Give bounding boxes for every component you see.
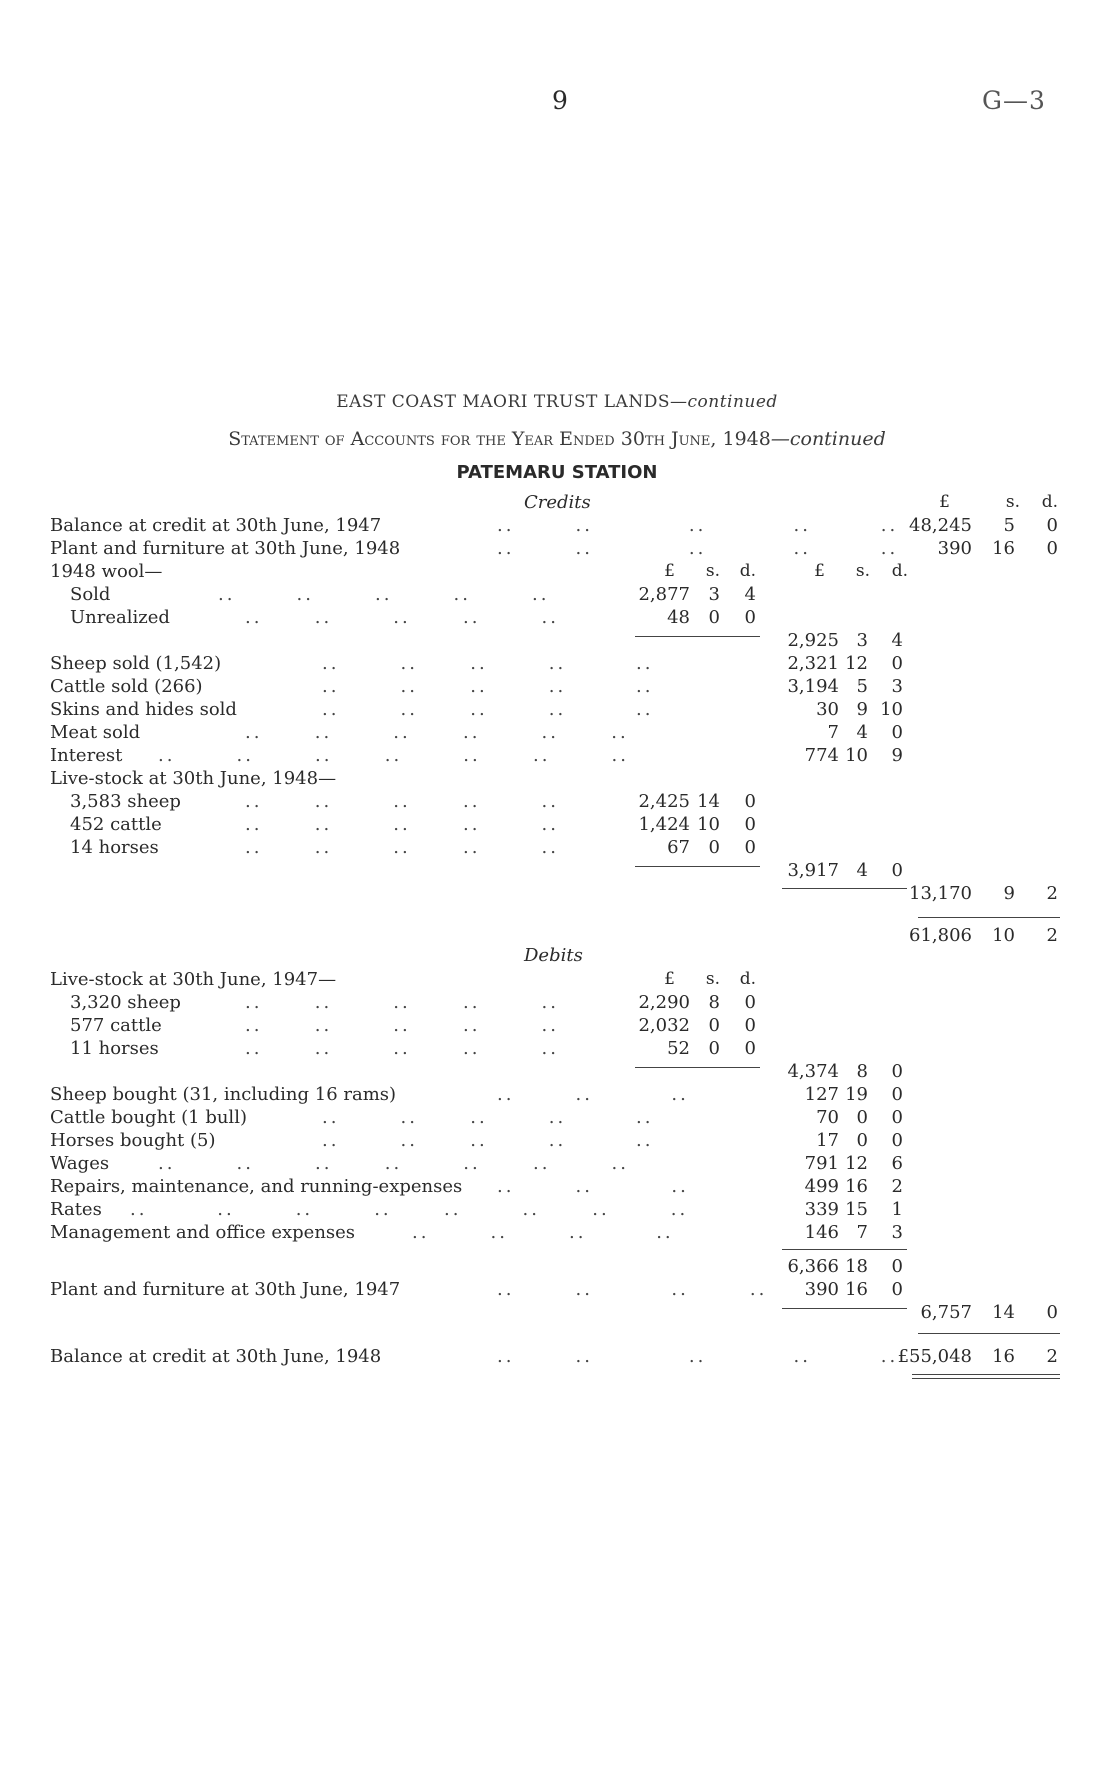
wages-shillings: 12	[845, 1153, 868, 1174]
credits-grand-total-pounds: 61,806	[909, 925, 972, 946]
leader-dots: .. .. .. .. ..	[497, 515, 899, 536]
debit-sheep-pounds: 2,290	[638, 992, 690, 1013]
total-rule	[918, 917, 1060, 918]
col2-d-head: d.	[891, 561, 908, 581]
leader-dots: .. .. .. .. ..	[322, 1130, 654, 1151]
livestock-1948-label: Live-stock at 30th June, 1948—	[50, 768, 337, 789]
livestock-sheep-pounds: 2,425	[638, 791, 690, 812]
wages-pounds: 791	[804, 1153, 839, 1174]
document-title	[0, 392, 1114, 412]
leader-dots: .. .. .. .. .. .. ..	[158, 745, 629, 766]
leader-dots: .. .. .. .. ..	[218, 584, 550, 605]
horses-bought-label: Horses bought (5)	[50, 1130, 216, 1151]
debit-sheep-label: 3,320 sheep	[70, 992, 181, 1013]
col1-s-head: s.	[705, 561, 720, 581]
wool-sold-pounds: 2,877	[638, 584, 690, 605]
management-label: Management and office expenses	[50, 1222, 356, 1243]
debit-cattle-pounds: 2,032	[638, 1015, 690, 1036]
leader-dots: .. .. .. .. ..	[322, 699, 654, 720]
sheep-bought-shillings: 19	[845, 1084, 868, 1105]
livestock-1948-total-shillings: 4	[856, 860, 868, 881]
col3-d-head: d.	[1041, 492, 1058, 512]
sheep-sold-shillings: 12	[845, 653, 868, 674]
credits-subtotal-shillings: 9	[1003, 883, 1015, 904]
col1-pound-head: £	[664, 561, 675, 581]
wool-unrealized-label: Unrealized	[70, 607, 170, 628]
leader-dots: .. .. .. .. ..	[322, 676, 654, 697]
cattle-bought-label: Cattle bought (1 bull)	[50, 1107, 247, 1128]
plant-1947-shillings: 16	[845, 1279, 868, 1300]
sheep-sold-pounds: 2,321	[787, 653, 839, 674]
leader-dots: .. .. .. .. .. ..	[245, 722, 629, 743]
debit-horses-shillings: 0	[708, 1038, 720, 1059]
subtotal-rule	[635, 636, 760, 637]
debit-horses-pence: 0	[744, 1038, 756, 1059]
wool-sold-label: Sold	[70, 584, 111, 605]
skins-sold-pence: 10	[880, 699, 903, 720]
livestock-1947-total-shillings: 8	[856, 1061, 868, 1082]
leader-dots: .. .. .. .. ..	[245, 1038, 559, 1059]
leader-dots: .. .. .. ..	[412, 1222, 674, 1243]
station-name: PATEMARU STATION	[456, 462, 658, 483]
debits-heading: Debits	[524, 945, 583, 966]
livestock-horses-pounds: 67	[667, 837, 690, 858]
col3-s-head: s.	[1005, 492, 1020, 512]
sheep-sold-pence: 0	[891, 653, 903, 674]
skins-sold-label: Skins and hides sold	[50, 699, 237, 720]
leader-dots: .. .. .. .. ..	[322, 653, 654, 674]
balance-1948-label: Balance at credit at 30th June, 1948	[50, 1346, 382, 1367]
debit-total-shillings: 14	[992, 1302, 1015, 1323]
wool-total-pence: 4	[891, 630, 903, 651]
plant-1948-shillings: 16	[992, 538, 1015, 559]
meat-sold-label: Meat sold	[50, 722, 141, 743]
management-shillings: 7	[856, 1222, 868, 1243]
sheep-bought-label: Sheep bought (31, including 16 rams)	[50, 1084, 397, 1105]
expenses-total-pence: 0	[891, 1256, 903, 1277]
leader-dots: .. .. .. .. ..	[322, 1107, 654, 1128]
col2-s-head: s.	[855, 561, 870, 581]
rates-label: Rates	[50, 1199, 102, 1220]
repairs-label: Repairs, maintenance, and running-expenses	[50, 1176, 463, 1197]
leader-dots: .. .. ..	[497, 1084, 689, 1105]
sheep-bought-pence: 0	[891, 1084, 903, 1105]
balance-1947-label: Balance at credit at 30th June, 1947	[50, 515, 382, 536]
debit-cattle-pence: 0	[744, 1015, 756, 1036]
debit-total-pence: 0	[1046, 1302, 1058, 1323]
subtotal-rule	[782, 1308, 907, 1309]
livestock-1948-total-pounds: 3,917	[787, 860, 839, 881]
livestock-1947-label: Live-stock at 30th June, 1947—	[50, 969, 337, 990]
statement-continued: —continued	[770, 428, 886, 450]
debit-horses-pounds: 52	[667, 1038, 690, 1059]
subtotal-rule	[782, 888, 907, 889]
livestock-1947-total-pounds: 4,374	[787, 1061, 839, 1082]
wool-unrealized-shillings: 0	[708, 607, 720, 628]
livestock-cattle-label: 452 cattle	[70, 814, 162, 835]
expenses-total-shillings: 18	[845, 1256, 868, 1277]
interest-label: Interest	[50, 745, 123, 766]
horses-bought-pounds: 17	[816, 1130, 839, 1151]
debit-cattle-label: 577 cattle	[70, 1015, 162, 1036]
horses-bought-shillings: 0	[856, 1130, 868, 1151]
title-continued: —continued	[669, 392, 778, 412]
leader-dots: .. .. ..	[497, 1176, 689, 1197]
page-number: 9	[552, 86, 568, 115]
col2-pound-head: £	[814, 561, 825, 581]
skins-sold-pounds: 30	[816, 699, 839, 720]
credits-grand-total-shillings: 10	[992, 925, 1015, 946]
debit-cattle-shillings: 0	[708, 1015, 720, 1036]
leader-dots: .. .. .. .. ..	[245, 1015, 559, 1036]
skins-sold-shillings: 9	[856, 699, 868, 720]
rates-pence: 1	[891, 1199, 903, 1220]
interest-pounds: 774	[804, 745, 839, 766]
wool-label: 1948 wool—	[50, 561, 163, 582]
plant-1947-pence: 0	[891, 1279, 903, 1300]
rates-pounds: 339	[804, 1199, 839, 1220]
title-main: EAST COAST MAORI TRUST LANDS	[336, 392, 670, 412]
credits-subtotal-pounds: 13,170	[909, 883, 972, 904]
cattle-sold-shillings: 5	[856, 676, 868, 697]
balance-1947-pounds: 48,245	[909, 515, 972, 536]
subtotal-rule	[635, 866, 760, 867]
debit-sheep-pence: 0	[744, 992, 756, 1013]
col1-d-head: d.	[739, 561, 756, 581]
repairs-pounds: 499	[804, 1176, 839, 1197]
leader-dots: .. .. .. .. .. .. .. ..	[130, 1199, 689, 1220]
double-rule	[912, 1374, 1060, 1379]
livestock-cattle-pounds: 1,424	[638, 814, 690, 835]
col3-pound-head: £	[939, 492, 950, 512]
leader-dots: .. .. .. .. ..	[497, 538, 899, 559]
document-reference: G—3	[982, 86, 1046, 115]
leader-dots: .. .. .. .. ..	[245, 992, 559, 1013]
plant-1948-pounds: 390	[937, 538, 972, 559]
subtotal-rule	[635, 1067, 760, 1068]
livestock-horses-shillings: 0	[708, 837, 720, 858]
debit-total-pounds: 6,757	[920, 1302, 972, 1323]
wool-total-pounds: 2,925	[787, 630, 839, 651]
cattle-sold-pounds: 3,194	[787, 676, 839, 697]
interest-shillings: 10	[845, 745, 868, 766]
wages-pence: 6	[891, 1153, 903, 1174]
debit-horses-label: 11 horses	[70, 1038, 159, 1059]
leader-dots: .. .. .. ..	[497, 1279, 768, 1300]
interest-pence: 9	[891, 745, 903, 766]
repairs-shillings: 16	[845, 1176, 868, 1197]
cattle-sold-pence: 3	[891, 676, 903, 697]
leader-dots: .. .. .. .. ..	[497, 1346, 899, 1367]
livestock-sheep-shillings: 14	[697, 791, 720, 812]
leader-dots: .. .. .. .. ..	[245, 837, 559, 858]
credits-grand-total-pence: 2	[1046, 925, 1058, 946]
expenses-total-pounds: 6,366	[787, 1256, 839, 1277]
repairs-pence: 2	[891, 1176, 903, 1197]
meat-sold-pence: 0	[891, 722, 903, 743]
leader-dots: .. .. .. .. ..	[245, 607, 559, 628]
statement-main: Statement of Accounts for the Year Ended 30th June, 1948	[228, 428, 771, 450]
cattle-bought-shillings: 0	[856, 1107, 868, 1128]
management-pence: 3	[891, 1222, 903, 1243]
wool-unrealized-pounds: 48	[667, 607, 690, 628]
cattle-sold-label: Cattle sold (266)	[50, 676, 203, 697]
meat-sold-shillings: 4	[856, 722, 868, 743]
balance-1948-pence: 2	[1046, 1346, 1058, 1367]
plant-1948-pence: 0	[1046, 538, 1058, 559]
livestock-horses-label: 14 horses	[70, 837, 159, 858]
credits-heading: Credits	[524, 492, 591, 513]
management-pounds: 146	[804, 1222, 839, 1243]
debit-col1-s-head: s.	[705, 969, 720, 989]
livestock-cattle-shillings: 10	[697, 814, 720, 835]
total-rule	[918, 1333, 1060, 1334]
subtotal-rule	[782, 1249, 907, 1250]
leader-dots: .. .. .. .. ..	[245, 814, 559, 835]
balance-1948-shillings: 16	[992, 1346, 1015, 1367]
plant-1947-label: Plant and furniture at 30th June, 1947	[50, 1279, 401, 1300]
wool-total-shillings: 3	[856, 630, 868, 651]
debit-col1-pound-head: £	[664, 969, 675, 989]
balance-1948-pounds: £55,048	[897, 1346, 972, 1367]
livestock-horses-pence: 0	[744, 837, 756, 858]
debit-sheep-shillings: 8	[708, 992, 720, 1013]
sheep-sold-label: Sheep sold (1,542)	[50, 653, 222, 674]
cattle-bought-pounds: 70	[816, 1107, 839, 1128]
wool-unrealized-pence: 0	[744, 607, 756, 628]
wages-label: Wages	[50, 1153, 110, 1174]
livestock-1948-total-pence: 0	[891, 860, 903, 881]
meat-sold-pounds: 7	[827, 722, 839, 743]
balance-1947-shillings: 5	[1003, 515, 1015, 536]
wool-sold-pence: 4	[744, 584, 756, 605]
balance-1947-pence: 0	[1046, 515, 1058, 536]
livestock-sheep-pence: 0	[744, 791, 756, 812]
wool-sold-shillings: 3	[708, 584, 720, 605]
livestock-sheep-label: 3,583 sheep	[70, 791, 181, 812]
leader-dots: .. .. .. .. .. .. ..	[158, 1153, 629, 1174]
livestock-1947-total-pence: 0	[891, 1061, 903, 1082]
horses-bought-pence: 0	[891, 1130, 903, 1151]
credits-subtotal-pence: 2	[1046, 883, 1058, 904]
rates-shillings: 15	[845, 1199, 868, 1220]
cattle-bought-pence: 0	[891, 1107, 903, 1128]
leader-dots: .. .. .. .. ..	[245, 791, 559, 812]
plant-1947-pounds: 390	[804, 1279, 839, 1300]
plant-1948-label: Plant and furniture at 30th June, 1948	[50, 538, 401, 559]
statement-title	[0, 428, 1114, 450]
sheep-bought-pounds: 127	[804, 1084, 839, 1105]
livestock-cattle-pence: 0	[744, 814, 756, 835]
debit-col1-d-head: d.	[739, 969, 756, 989]
